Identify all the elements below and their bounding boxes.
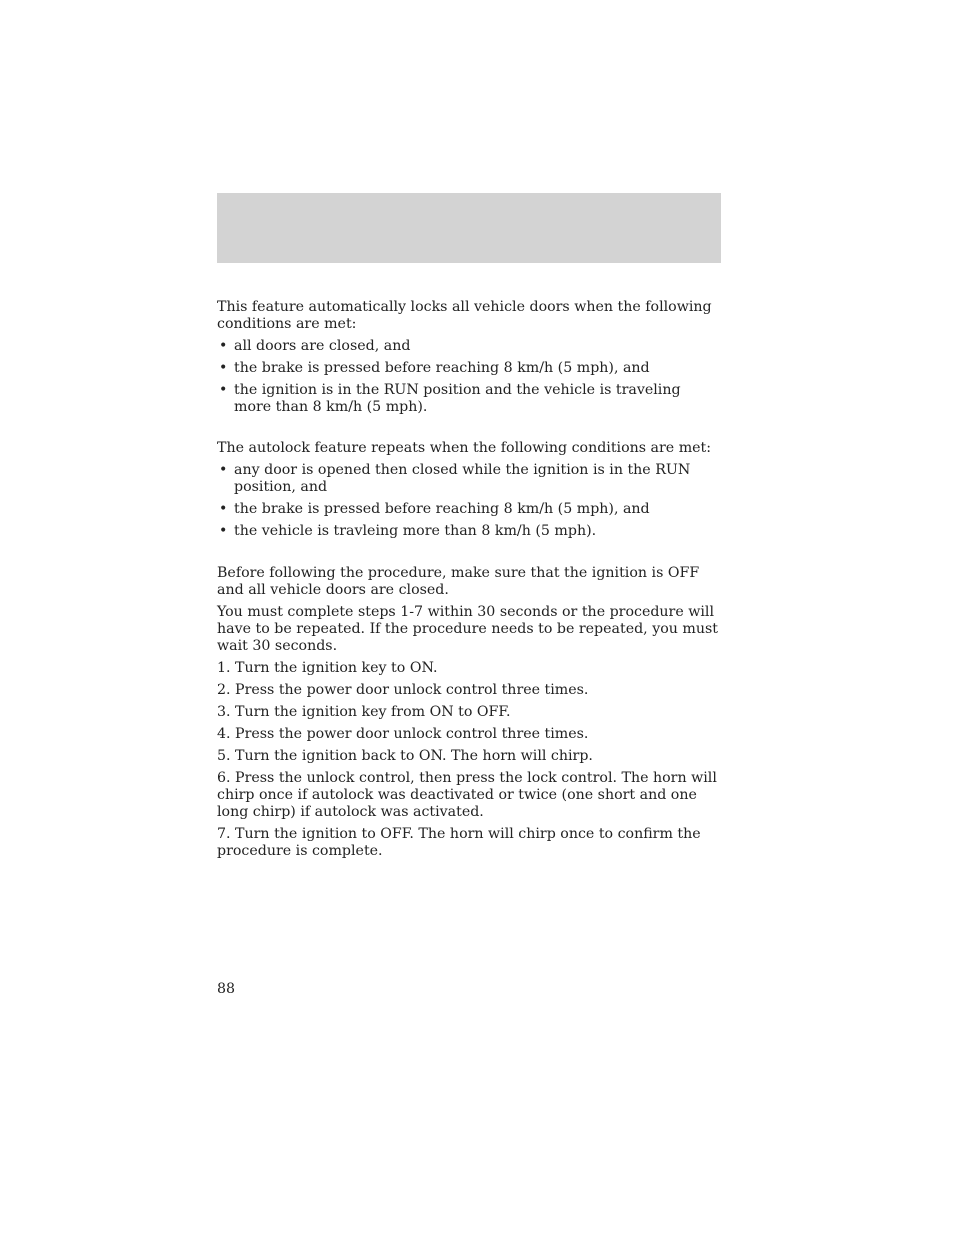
section3-para1: Before following the procedure, make sure that the ignition is OFF and all vehicle doors are closed. bbox=[217, 565, 700, 598]
procedure-step: 5. Turn the ignition back to ON. The horn will chirp. bbox=[217, 748, 593, 764]
list-item: • the vehicle is travleing more than 8 km/h (5 mph). bbox=[217, 523, 721, 540]
section-spacer bbox=[217, 421, 721, 440]
list-item: • all doors are closed, and bbox=[217, 338, 721, 355]
section1-bullet-list bbox=[217, 338, 721, 416]
page-number: 88 bbox=[217, 981, 236, 997]
section3-para2: You must complete steps 1-7 within 30 seconds or the procedure will have to be repeated. If the procedure needs to be repeated, you must wait 30 seconds. bbox=[217, 604, 718, 654]
section1-intro: This feature automatically locks all vehicle doors when the following conditions are met: bbox=[217, 299, 712, 332]
procedure-step: 1. Turn the ignition key to ON. bbox=[217, 660, 438, 676]
procedure-step: 3. Turn the ignition key from ON to OFF. bbox=[217, 704, 511, 720]
section-spacer bbox=[217, 545, 721, 565]
list-item: • the brake is pressed before reaching 8 km/h (5 mph), and bbox=[217, 360, 721, 377]
section2-bullet-list bbox=[217, 462, 721, 540]
procedure-step: 6. Press the unlock control, then press the lock control. The horn will chirp once if autolock was deactivated or twice (one short and one long chirp) if autolock was activated. bbox=[217, 770, 717, 820]
procedure-step: 4. Press the power door unlock control three times. bbox=[217, 726, 589, 742]
procedure-step: 7. Turn the ignition to OFF. The horn will chirp once to confirm the procedure is complete. bbox=[217, 826, 701, 859]
section2-intro: The autolock feature repeats when the following conditions are met: bbox=[217, 440, 712, 456]
procedure-step: 2. Press the power door unlock control three times. bbox=[217, 682, 589, 698]
header-band bbox=[217, 193, 721, 263]
page-content bbox=[217, 299, 721, 865]
list-item: • the ignition is in the RUN position and the vehicle is traveling more than 8 km/h (5 mph). bbox=[217, 382, 721, 416]
list-item: • any door is opened then closed while the ignition is in the RUN position, and bbox=[217, 462, 721, 496]
list-item: • the brake is pressed before reaching 8 km/h (5 mph), and bbox=[217, 501, 721, 518]
